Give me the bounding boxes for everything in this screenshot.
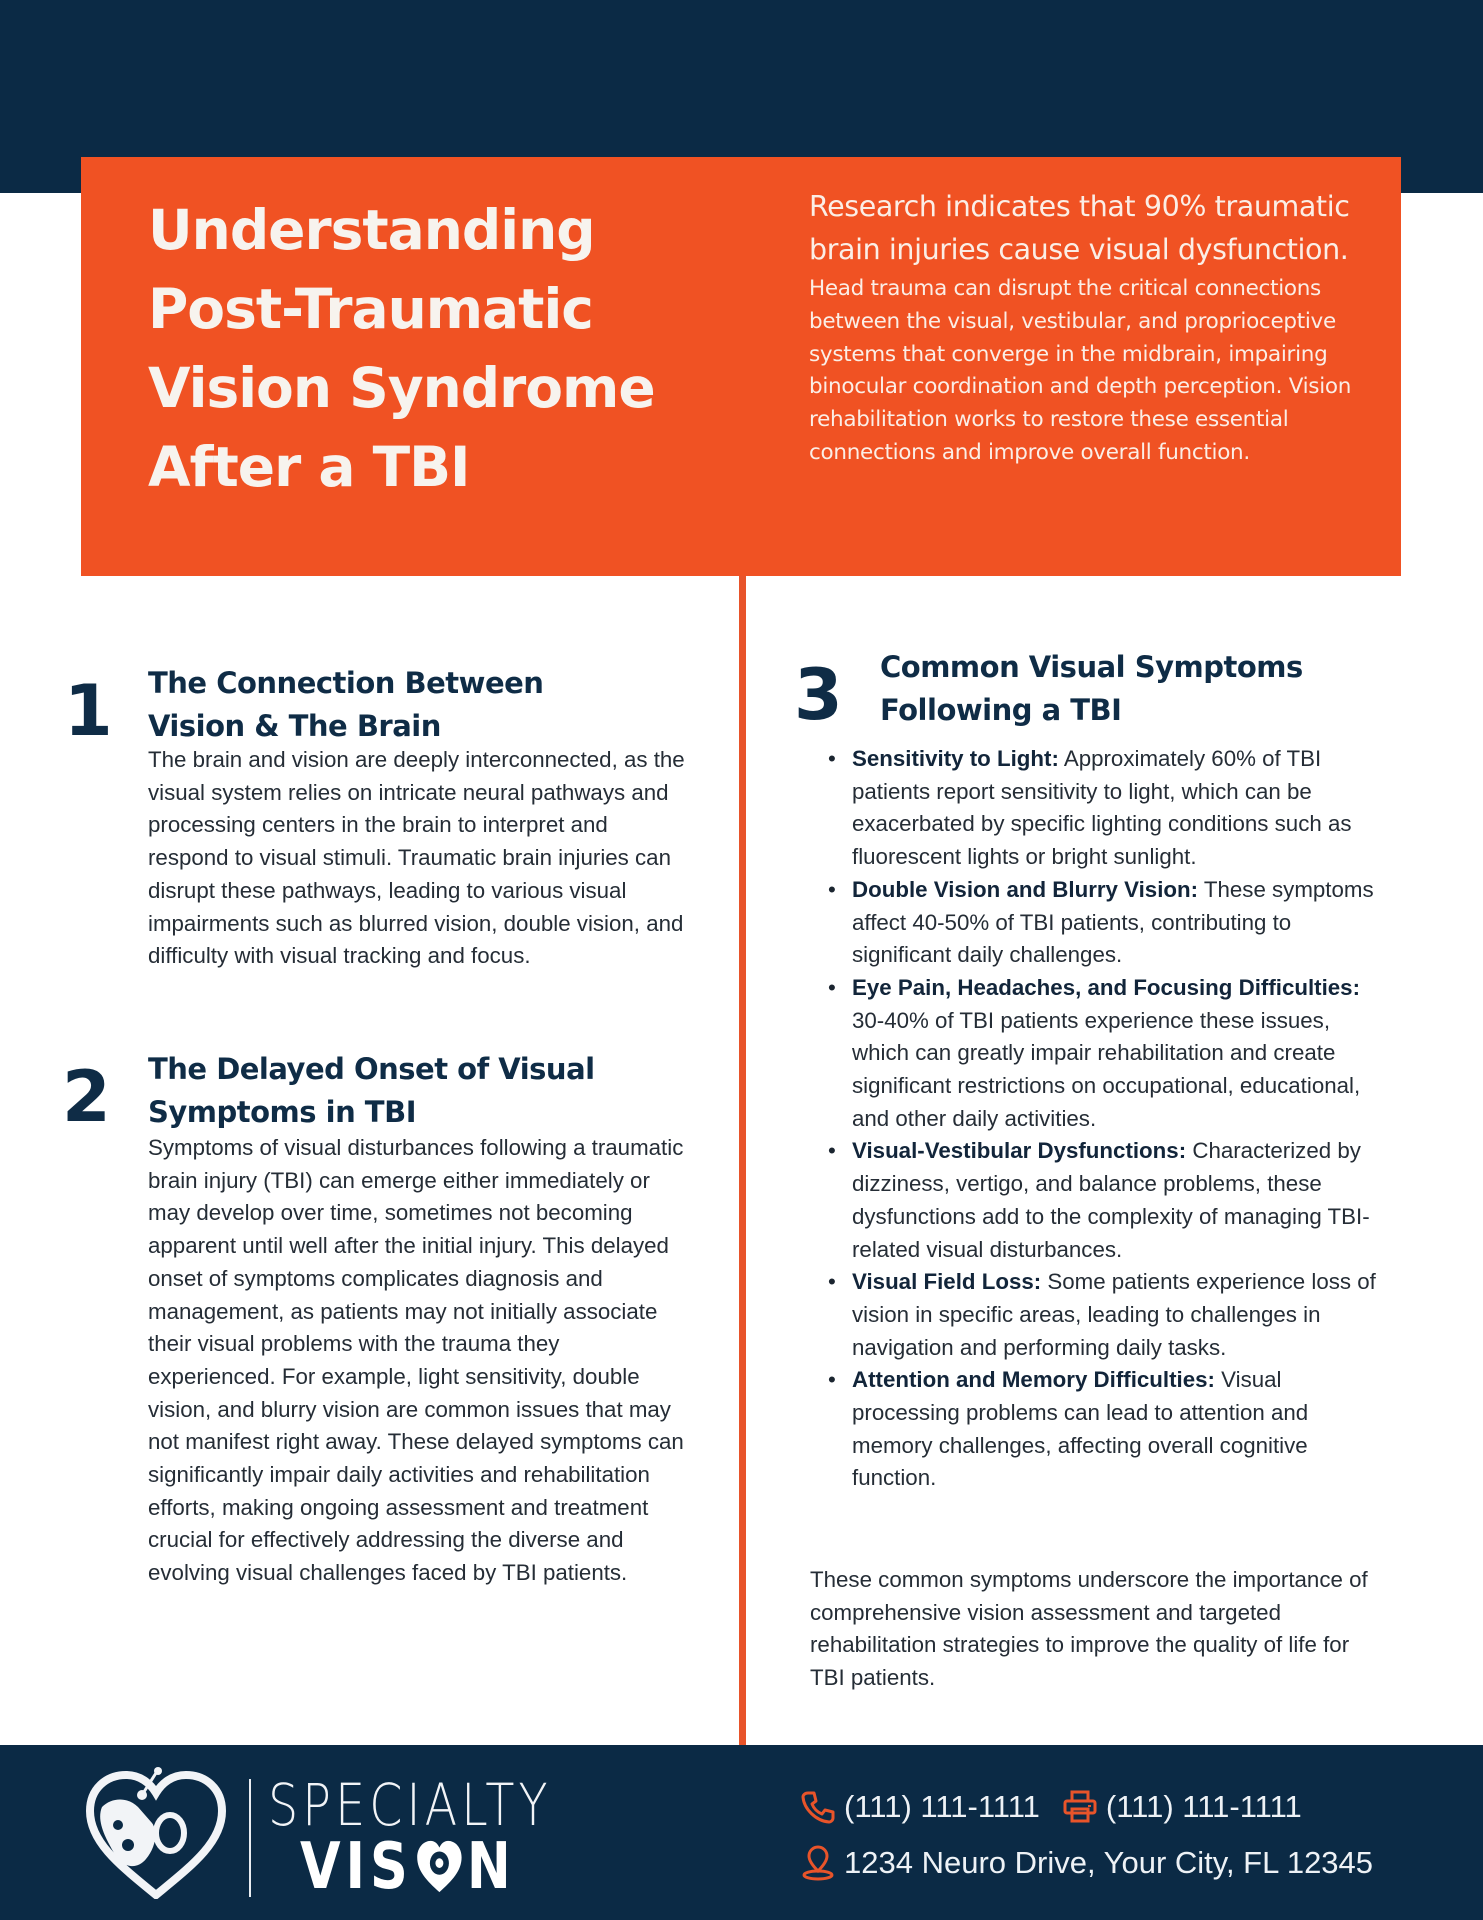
symptom-text: Characterized by dizziness, vertigo, and balance problems, these dysfunctions add to the complexity of managing TBI-related visual disturbances.: [852, 1138, 1370, 1262]
section-title: [148, 1048, 708, 1134]
symptom-text: Approximately 60% of TBI patients report sensitivity to light, which can be exacerbated by specific lighting conditions such as fluorescent lights or bright sunlight.: [852, 746, 1352, 870]
hero-summary: [809, 185, 1399, 470]
section-number: 3: [794, 654, 843, 736]
fax-printer-icon: [1062, 1789, 1098, 1825]
title-line: After a TBI: [148, 435, 470, 499]
list-item: [828, 743, 1383, 874]
title-line: Post-Traumatic: [148, 277, 593, 341]
section-body: Symptoms of visual disturbances following a traumatic brain injury (TBI) can emerge either immediately or may develop over time, sometimes not becoming apparent until well after the initial injury. This delayed onset of symptoms complicates diagnosis and management, as patients may not initially associate their visual problems with the trauma they experienced. For example, light sensitivity, double vision, and blurry vision are common issues that may not manifest right away. These delayed symptoms can significantly impair daily activities and rehabilitation efforts, making ongoing assessment and treatment crucial for effectively addressing the diverse and evolving visual challenges faced by TBI patients.: [148, 1135, 684, 1586]
logo-text: VIS: [300, 1830, 413, 1904]
title-line: Common Visual Symptoms: [880, 650, 1303, 684]
symptom-term: Visual-Vestibular Dysfunctions:: [852, 1138, 1187, 1164]
title-line: The Connection Between: [148, 666, 544, 700]
logo-text: N: [466, 1830, 516, 1904]
section-title: [148, 662, 708, 748]
title-line: The Delayed Onset of Visual: [148, 1052, 595, 1086]
list-item: [828, 874, 1383, 972]
fax-number[interactable]: (111) 111-1111: [1105, 1789, 1302, 1824]
symptom-term: Attention and Memory Difficulties:: [852, 1367, 1215, 1393]
list-item: [828, 1135, 1383, 1266]
section-number: 1: [64, 670, 113, 752]
section-number: 2: [62, 1056, 111, 1138]
section-closing: These common symptoms underscore the importance of comprehensive vision assessment and targeted rehabilitation strategies to improve the quality of life for TBI patients.: [810, 1567, 1368, 1691]
address-text[interactable]: 1234 Neuro Drive, Your City, FL 12345: [844, 1845, 1374, 1880]
symptom-term: Visual Field Loss:: [852, 1269, 1042, 1295]
hero-description: Head trauma can disrupt the critical connections between the visual, vestibular, and proprioceptive systems that converge in the midbrain, impairing binocular coordination and depth perception. Vision rehabilitation works to restore these essential connections and improve overall function.: [809, 276, 1352, 465]
title-line: Vision & The Brain: [148, 709, 441, 743]
footer: [0, 1745, 1483, 1920]
column-divider: [739, 576, 746, 1746]
symptom-term: Eye Pain, Headaches, and Focusing Difficulties:: [852, 974, 1361, 1000]
heart-brain-eye-icon: [82, 1767, 230, 1899]
symptom-text: Some patients experience loss of vision in specific areas, leading to challenges in navigation and performing daily tasks.: [852, 1269, 1376, 1360]
hero-banner: [81, 157, 1401, 576]
section-title: [880, 646, 1380, 732]
location-pin-icon: [800, 1845, 836, 1881]
list-item: [828, 1364, 1383, 1495]
hero-statistic: Research indicates that 90% traumatic brain injuries cause visual dysfunction.: [809, 190, 1350, 266]
heart-eye-icon: [416, 1838, 464, 1896]
title-line: Symptoms in TBI: [148, 1095, 416, 1129]
contact-numbers: [800, 1789, 1302, 1825]
logo-wordmark-bottom: [300, 1830, 516, 1904]
title-line: Vision Syndrome: [148, 356, 655, 420]
logo-wordmark-top: SPECIALTY: [268, 1771, 552, 1839]
phone-number[interactable]: (111) 111-1111: [844, 1789, 1040, 1824]
symptom-text: 30-40% of TBI patients experience these issues, which can greatly impair rehabilitation and create significant restrictions on occupational, educational, and other daily activities.: [852, 1007, 1361, 1131]
title-line: Understanding: [148, 198, 595, 262]
section-body: The brain and vision are deeply interconnected, as the visual system relies on intricate neural pathways and processing centers in the brain to interpret and respond to visual stimuli. Traumatic brain injuries can disrupt these pathways, leading to various visual impairments such as blurred vision, double vision, and difficulty with visual tracking and focus.: [148, 747, 685, 969]
logo-divider: [249, 1779, 251, 1897]
symptom-text: These symptoms affect 40-50% of TBI patients, contributing to significant daily challenges.: [852, 876, 1374, 968]
phone-icon: [800, 1789, 836, 1825]
list-item: [828, 972, 1383, 1136]
symptom-text: Visual processing problems can lead to attention and memory challenges, affecting overall cognitive function.: [852, 1367, 1309, 1491]
page-title: [148, 191, 708, 507]
symptom-term: Double Vision and Blurry Vision:: [852, 876, 1199, 902]
symptom-list: [828, 743, 1383, 1495]
list-item: [828, 1266, 1383, 1364]
contact-address: [800, 1845, 1373, 1881]
symptom-term: Sensitivity to Light:: [852, 746, 1059, 771]
title-line: Following a TBI: [880, 693, 1122, 727]
